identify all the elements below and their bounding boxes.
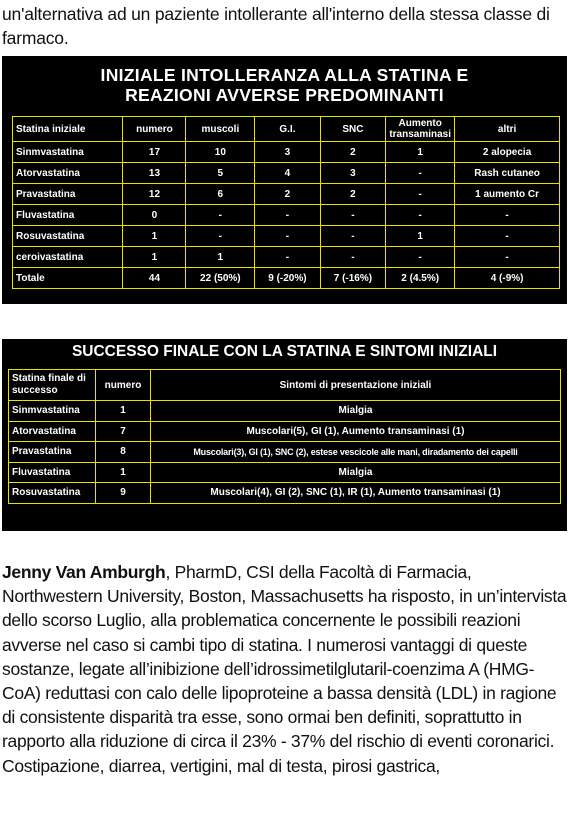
table-cell: 2: [320, 184, 386, 205]
table-cell: -: [186, 205, 255, 226]
header-snc: SNC: [320, 117, 386, 142]
table-cell: Sinmvastatina: [13, 142, 123, 163]
table2-title: SUCCESSO FINALE CON LA STATINA E SINTOMI INIZIALI: [71, 343, 498, 360]
header-numero: numero: [96, 370, 151, 401]
table-cell: Atorvastatina: [9, 421, 96, 442]
table-cell: Fluvastatina: [9, 462, 96, 483]
author-name: Jenny Van Amburgh: [2, 562, 166, 582]
table-row: [13, 142, 560, 163]
table-cell: 13: [123, 163, 186, 184]
table1-title-line1: INIZIALE INTOLLERANZA ALLA STATINA E: [100, 65, 469, 85]
header-numero: numero: [123, 117, 186, 142]
table-cell: 8: [96, 442, 151, 463]
table-cell: 1 aumento Cr: [455, 184, 560, 205]
table-cell: 4: [255, 163, 321, 184]
table-row: [13, 205, 560, 226]
table-cell: -: [455, 247, 560, 268]
table-cell: Muscolari(5), GI (1), Aumento transaminasi (1): [151, 421, 561, 442]
table-row: [9, 421, 561, 442]
table-cell: Muscolari(4), GI (2), SNC (1), IR (1), Aumento transaminasi (1): [151, 483, 561, 504]
table-cell: 3: [255, 142, 321, 163]
table-cell: Pravastatina: [13, 184, 123, 205]
table-row: [9, 462, 561, 483]
intolerance-table: [12, 116, 560, 289]
table-cell: Mialgia: [151, 462, 561, 483]
table-cell: 1: [123, 247, 186, 268]
table-cell: 44: [123, 268, 186, 289]
success-table: [8, 369, 561, 504]
table-cell: -: [386, 163, 455, 184]
table-cell: 1: [123, 226, 186, 247]
table-cell: 1: [96, 401, 151, 422]
table-cell: ceroivastatina: [13, 247, 123, 268]
table1-title-line2: REAZIONI AVVERSE PREDOMINANTI: [125, 85, 444, 105]
header-statina-iniziale: Statina iniziale: [13, 117, 123, 142]
table-cell: 6: [186, 184, 255, 205]
table-cell: 22 (50%): [186, 268, 255, 289]
table-cell: 1: [186, 247, 255, 268]
table-cell: 1: [386, 142, 455, 163]
table-cell: Muscolari(3), GI (1), SNC (2), estese vescicole alle mani, diradamento dei capelli: [151, 442, 561, 463]
table-cell: 10: [186, 142, 255, 163]
table-cell: -: [320, 205, 386, 226]
table-cell: -: [386, 184, 455, 205]
table-cell: 2: [255, 184, 321, 205]
table-cell: -: [255, 247, 321, 268]
table-cell: Totale: [13, 268, 123, 289]
table-cell: 12: [123, 184, 186, 205]
table-cell: -: [455, 205, 560, 226]
table-row: [9, 401, 561, 422]
header-altri: altri: [455, 117, 560, 142]
body-text: , PharmD, CSI della Facoltà di Farmacia, Northwestern University, Boston, Massachusetts ha risposto, in un’intervista dello scorso Luglio, alla problematica concernente le possibili reazioni avverse nel caso si cambi tipo di statina. I numerosi vantaggi di queste sostanze, legate all’inibizione dell’idrossimetilglutaril-coenzima A (HMG-CoA) reduttasi con calo delle lipoproteine a bassa densità (LDL) in ragione di consistente disparità tra esse, sono ormai ben definiti, soprattutto in rapporto alla riduzione di circa il 23% - 37% del rischio di eventi coronarici. Costipazione, diarrea, vertigini, mal di testa, pirosi gastrica,: [2, 562, 567, 776]
header-aumento-transaminasi: Aumento transaminasi: [386, 117, 455, 142]
table1-title: [2, 56, 567, 105]
table-cell: 2: [320, 142, 386, 163]
table-row: [9, 442, 561, 463]
table-cell: -: [386, 205, 455, 226]
header-statina-finale: Statina finale di successo: [9, 370, 96, 401]
table-cell: -: [386, 247, 455, 268]
table-cell: -: [255, 205, 321, 226]
table-row: [9, 483, 561, 504]
table-row: [13, 184, 560, 205]
table-cell: Rosuvastatina: [13, 226, 123, 247]
table-cell: 1: [386, 226, 455, 247]
table-cell: 17: [123, 142, 186, 163]
table-row: [13, 226, 560, 247]
table-header-row: [9, 370, 561, 401]
intro-paragraph: un'alternativa ad un paziente intollerante all'interno della stessa classe di farmaco.: [2, 4, 550, 48]
table-cell: Rosuvastatina: [9, 483, 96, 504]
table-cell: -: [255, 226, 321, 247]
table-row: [13, 247, 560, 268]
table-cell: Fluvastatina: [13, 205, 123, 226]
intolerance-table-panel: [2, 56, 567, 304]
table-cell: 7 (-16%): [320, 268, 386, 289]
table-cell: -: [320, 247, 386, 268]
table-cell: 4 (-9%): [455, 268, 560, 289]
table-cell: 1: [96, 462, 151, 483]
table-cell: 9: [96, 483, 151, 504]
table-cell: Atorvastatina: [13, 163, 123, 184]
table-cell: -: [455, 226, 560, 247]
header-gi: G.I.: [255, 117, 321, 142]
table-cell: Rash cutaneo: [455, 163, 560, 184]
table-cell: 3: [320, 163, 386, 184]
table-cell: 9 (-20%): [255, 268, 321, 289]
header-muscoli: muscoli: [186, 117, 255, 142]
table-cell: 5: [186, 163, 255, 184]
table-cell: 2 alopecia: [455, 142, 560, 163]
success-table-panel: [2, 339, 567, 531]
table-row: [13, 163, 560, 184]
table-cell: 7: [96, 421, 151, 442]
table-cell: Pravastatina: [9, 442, 96, 463]
table-total-row: [13, 268, 560, 289]
table-cell: 2 (4.5%): [386, 268, 455, 289]
table-header-row: [13, 117, 560, 142]
body-paragraph: [2, 560, 567, 778]
header-sintomi: Sintomi di presentazione iniziali: [151, 370, 561, 401]
table-cell: Sinmvastatina: [9, 401, 96, 422]
table-cell: -: [320, 226, 386, 247]
table-cell: Mialgia: [151, 401, 561, 422]
table-cell: 0: [123, 205, 186, 226]
table-cell: -: [186, 226, 255, 247]
